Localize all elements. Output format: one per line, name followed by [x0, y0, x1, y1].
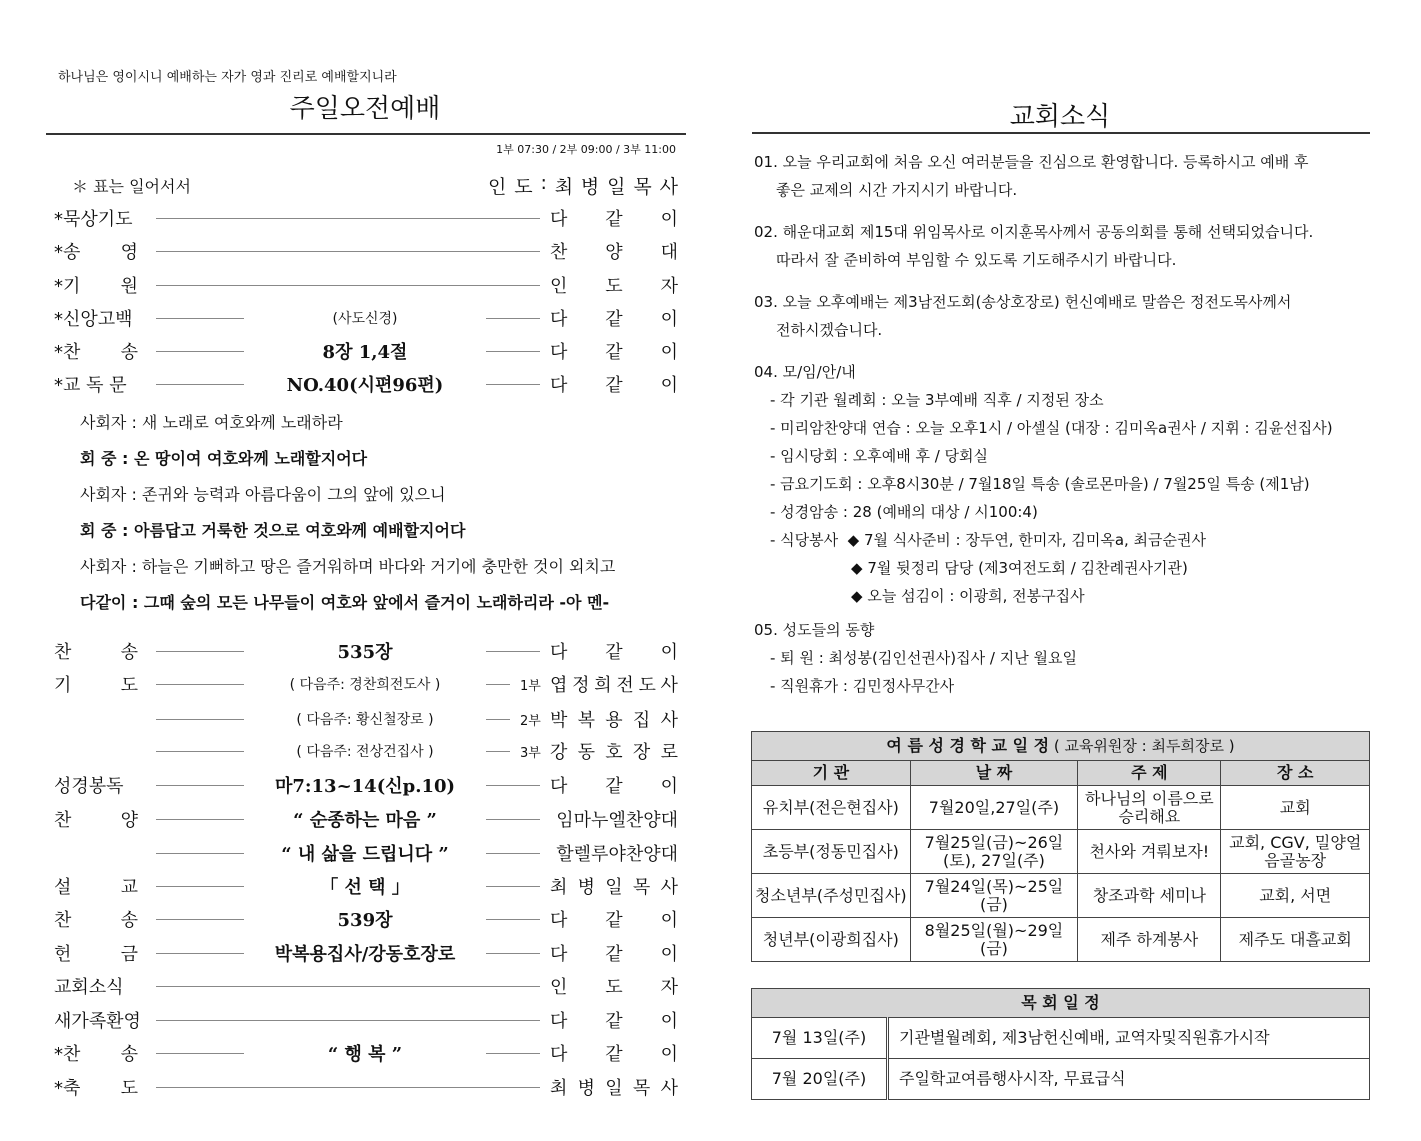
service-row-label: [54, 1007, 150, 1033]
person-char: 자: [660, 977, 678, 998]
service-row-label-char: 설: [54, 877, 72, 898]
person-char: 병: [577, 877, 596, 898]
news-list: [754, 148, 1369, 700]
person-char: 이: [660, 1044, 678, 1065]
person-char: 다: [550, 944, 568, 965]
responsive-line: 사회자 : 하늘은 기뻐하고 땅은 즐거워하며 바다와 거기에 충만한 것이 외치고: [80, 557, 616, 576]
leader-line: [486, 384, 540, 385]
person-char: 인: [550, 276, 568, 297]
leader-char: 일: [607, 176, 626, 198]
person-char: 최: [550, 877, 568, 898]
leader-line: [156, 218, 540, 219]
service-row-content: NO.40(시편96편): [286, 375, 444, 396]
person-char: 다: [550, 776, 568, 797]
person-char: 자: [660, 276, 678, 297]
person-char: 동: [577, 742, 596, 763]
service-row-label-char: 송: [120, 642, 138, 663]
service-row-person: [550, 772, 678, 798]
service-row-label: [54, 906, 138, 932]
leader-line: [156, 719, 244, 720]
person-char: 사: [660, 675, 678, 696]
person-char: 병: [577, 1078, 596, 1099]
title-divider: [46, 133, 686, 135]
summer-title-row: [752, 732, 1370, 761]
service-row-person: [550, 973, 678, 999]
service-row-content: 박복용집사/강동호장로: [274, 944, 456, 965]
service-row-content: ( 다음주: 전상건집사 ): [296, 744, 434, 760]
person-char: 같: [605, 776, 623, 797]
service-row-label-char: *묵상기도: [54, 209, 133, 230]
news-line: 01. 오늘 우리교회에 처음 오신 여러분들을 진심으로 환영합니다. 등록하시고 예배 후: [754, 153, 1309, 171]
person-char: 할렐루야찬양대: [556, 844, 678, 865]
person-char: 도: [605, 276, 623, 297]
person-char: 다: [550, 342, 568, 363]
summer-header-row: [752, 761, 1370, 786]
person-char: 목: [632, 1078, 651, 1099]
service-row-label-char: *기: [54, 276, 81, 297]
person-char: 이: [660, 1011, 678, 1032]
service-row-label-char: 교회소식: [54, 977, 124, 998]
summer-cell: 교회, CGV, 밀양얼음골농장: [1221, 830, 1370, 874]
service-row: [54, 338, 678, 364]
person-char: 같: [605, 309, 623, 330]
person-char: 같: [605, 342, 623, 363]
person-char: 대: [660, 242, 678, 263]
leader-line: [156, 986, 540, 987]
summer-row: [752, 918, 1370, 962]
service-row-content: 마7:13~14(신p.10): [274, 776, 456, 797]
person-char: 전: [616, 675, 634, 696]
service-row: [54, 973, 678, 999]
meeting-line: - 식당봉사 ◆ 7월 식사준비 : 장두연, 한미자, 김미옥a, 최금순권사: [770, 531, 1206, 549]
summer-cell: 창조과학 세미나: [1078, 874, 1221, 918]
person-char: 같: [605, 209, 623, 230]
leader-line: [156, 953, 244, 954]
meeting-line: - 각 기관 월례회 : 오늘 3부예배 직후 / 지정된 장소: [770, 391, 1104, 409]
person-char: 도: [638, 675, 656, 696]
person-char: 사: [660, 877, 678, 898]
summer-cell: 초등부(정동민집사): [752, 830, 911, 874]
service-row-content: ( 다음주: 경찬희전도사 ): [289, 677, 441, 693]
summer-cell: 7월24일(목)~25일(금): [910, 874, 1078, 918]
service-row-person: [550, 840, 678, 866]
service-row-label: [54, 338, 138, 364]
service-row-label-char: 양: [120, 810, 138, 831]
service-row: [54, 806, 678, 832]
service-row: [54, 638, 678, 664]
person-char: 일: [605, 877, 623, 898]
leader-line: [156, 351, 244, 352]
service-times: 1부 07:30 / 2부 09:00 / 3부 11:00: [496, 143, 676, 156]
service-row-label: [54, 238, 138, 264]
summer-header-cell: 주 제: [1078, 761, 1221, 786]
service-row: [54, 738, 678, 764]
summer-cell: 제주 하계봉사: [1078, 918, 1221, 962]
person-char: 같: [605, 642, 623, 663]
summer-row: [752, 830, 1370, 874]
service-row-content: “ 행 복 ”: [327, 1044, 403, 1065]
news-item: [754, 288, 1369, 344]
news-divider: [752, 132, 1370, 134]
news-line: 전하시겠습니다.: [776, 321, 883, 339]
summer-cell: 청년부(이광희집사): [752, 918, 911, 962]
responsive-line: 회 중 : 온 땅이여 여호와께 노래할지어다: [80, 449, 368, 468]
service-leader: [488, 172, 678, 199]
service-row: [54, 1007, 678, 1033]
service-row-person: [550, 371, 678, 397]
service-row-label: [54, 873, 138, 899]
pastor-title: 목 회 일 정: [752, 989, 1370, 1018]
service-row-person: [550, 671, 678, 697]
person-char: 장: [632, 742, 651, 763]
leader-line: [486, 886, 540, 887]
person-char: 이: [660, 309, 678, 330]
service-row-label-char: 금: [120, 944, 138, 965]
summer-cell: 제주도 대흘교회: [1221, 918, 1370, 962]
person-char: 호: [605, 742, 623, 763]
news-item: [754, 218, 1369, 274]
leader-line: [486, 1053, 540, 1054]
service-row-label: [54, 671, 138, 697]
service-row: [54, 272, 678, 298]
summer-title: [752, 732, 1370, 761]
service-row-label-char: 영: [120, 242, 138, 263]
leader-line: [156, 1087, 540, 1088]
news-item-members: [754, 616, 1369, 700]
service-row-person: [550, 738, 678, 764]
responsive-line: 사회자 : 존귀와 능력과 아름다움이 그의 앞에 있으니: [80, 485, 446, 504]
service-row-person: [550, 1040, 678, 1066]
service-row-label-char: 찬: [54, 810, 72, 831]
meeting-line: - 금요기도회 : 오후8시30분 / 7월18일 특송 (솔로몬마을) / 7월25일 특송 (제1남): [770, 475, 1310, 493]
leader-char: 도: [514, 176, 533, 198]
service-row: [54, 840, 678, 866]
person-char: 다: [550, 1011, 568, 1032]
leader-line: [156, 819, 244, 820]
summer-header-cell: 장 소: [1221, 761, 1370, 786]
leader-line: [486, 684, 510, 685]
person-char: 같: [605, 1044, 623, 1065]
service-row-label-char: *찬: [54, 1044, 81, 1065]
service-row-label: [54, 1040, 138, 1066]
news-title: 교회소식: [1009, 102, 1111, 132]
person-char: 같: [605, 1011, 623, 1032]
service-row-person: [550, 305, 678, 331]
leader-char: 인: [488, 176, 507, 198]
meeting-line: ◆ 오늘 섬김이 : 이광희, 전봉구집사: [770, 587, 1085, 605]
news-line: 좋은 교제의 시간 가지시기 바랍니다.: [776, 181, 1018, 199]
service-row-label: [54, 973, 150, 999]
person-char: 다: [550, 375, 568, 396]
leader-line: [156, 785, 244, 786]
news-line: 따라서 잘 준비하여 부임할 수 있도록 기도해주시기 바랍니다.: [776, 251, 1177, 269]
service-row-label-char: 찬: [54, 910, 72, 931]
service-row-content: (사도신경): [332, 311, 398, 327]
person-char: 같: [605, 944, 623, 965]
service-row-person: [550, 205, 678, 231]
leader-line: [486, 785, 540, 786]
service-row: [54, 1040, 678, 1066]
person-char: 이: [660, 642, 678, 663]
person-char: 이: [660, 209, 678, 230]
service-row-label: [54, 940, 138, 966]
person-char: 일: [605, 1078, 623, 1099]
service-row: [54, 1074, 678, 1100]
service-part: 1부: [520, 679, 541, 694]
service-row-label-char: 송: [120, 910, 138, 931]
leader-line: [486, 751, 510, 752]
leader-char: 사: [659, 176, 678, 198]
service-row-label-char: 헌: [54, 944, 72, 965]
summer-header-cell: 기 관: [752, 761, 911, 786]
person-char: 목: [632, 877, 651, 898]
person-char: 정: [572, 675, 590, 696]
person-char: 박: [550, 710, 568, 731]
person-char: 엽: [550, 675, 568, 696]
meeting-line: - 미리암찬양대 연습 : 오늘 오후1시 / 아셀실 (대장 : 김미옥a권사 / 지휘 : 김윤선집사): [770, 419, 1333, 437]
service-row-label-char: 성경봉독: [54, 776, 124, 797]
leader-char: :: [540, 172, 547, 194]
service-row-content: 535장: [337, 642, 393, 663]
member-line: - 퇴 원 : 최성봉(김인선권사)집사 / 지난 월요일: [770, 649, 1077, 667]
service-row-label: [54, 205, 150, 231]
news-item: [754, 148, 1369, 204]
summer-cell: 7월20일,27일(주): [910, 786, 1078, 830]
leader-line: [156, 919, 244, 920]
pastor-row: [752, 1059, 1370, 1100]
motto: 하나님은 영이시니 예배하는 자가 영과 진리로 예배할지니라: [58, 70, 397, 85]
person-char: 인: [550, 977, 568, 998]
summer-cell: 천사와 겨뤄보자!: [1078, 830, 1221, 874]
service-row: [54, 706, 678, 732]
person-char: 다: [550, 209, 568, 230]
summer-subtitle: ( 교육위원장 : 최두희장로 ): [1049, 737, 1235, 755]
leader-line: [156, 886, 244, 887]
service-row: [54, 371, 678, 397]
meeting-line: - 성경암송 : 28 (예배의 대상 / 시100:4): [770, 503, 1038, 521]
service-row-label-char: *축: [54, 1078, 81, 1099]
pastor-event: 기관별월례회, 제3남헌신예배, 교역자및직원휴가시작: [888, 1018, 1370, 1059]
news-line: 02. 해운대교회 제15대 위임목사로 이지훈목사께서 공동의회를 통해 선택되었습니다.: [754, 223, 1314, 241]
person-char: 이: [660, 776, 678, 797]
news-item-meetings: [754, 358, 1369, 610]
service-row-label-char: *찬: [54, 342, 81, 363]
service-row-person: [550, 1007, 678, 1033]
news-line: 03. 오늘 오후예배는 제3남전도회(송상호장로) 헌신예배로 말씀은 정전도목사께서: [754, 293, 1292, 311]
leader-line: [486, 318, 540, 319]
person-char: 강: [550, 742, 568, 763]
person-char: 같: [605, 910, 623, 931]
person-char: 같: [605, 375, 623, 396]
pastor-event: 주일학교여름행사시작, 무료급식: [888, 1059, 1370, 1100]
service-row-content: ( 다음주: 황신철장로 ): [296, 712, 434, 728]
pastor-row: [752, 1018, 1370, 1059]
leader-line: [156, 684, 244, 685]
service-row-label: [54, 772, 150, 798]
service-row-label-char: 도: [120, 1078, 138, 1099]
service-row-person: [550, 940, 678, 966]
person-char: 용: [605, 710, 623, 731]
pastor-date: 7월 13일(주): [752, 1018, 888, 1059]
service-row-label: [54, 371, 150, 397]
summer-cell: 7월25일(금)~26일(토), 27일(주): [910, 830, 1078, 874]
service-row-label-char: 새가족환영: [54, 1011, 141, 1032]
service-row-person: [550, 706, 678, 732]
person-char: 사: [660, 710, 678, 731]
responsive-line: 다같이 : 그때 숲의 모든 나무들이 여호와 앞에서 즐거이 노래하리라 -아 멘-: [80, 593, 610, 612]
leader-line: [486, 853, 540, 854]
person-char: 복: [577, 710, 596, 731]
summer-header-cell: 날 짜: [910, 761, 1078, 786]
person-char: 다: [550, 1044, 568, 1065]
summer-cell: 청소년부(주성민집사): [752, 874, 911, 918]
service-row-label: [54, 272, 138, 298]
service-row-person: [550, 272, 678, 298]
pastor-title-row: [752, 989, 1370, 1018]
person-char: 찬: [550, 242, 568, 263]
leader-line: [156, 251, 540, 252]
service-row: [54, 873, 678, 899]
person-char: 다: [550, 309, 568, 330]
news-item-title: 05. 성도들의 동향: [754, 621, 875, 639]
leader-line: [156, 1020, 540, 1021]
responsive-line: 회 중 : 아름답고 거룩한 것으로 여호와께 예배할지어다: [80, 521, 466, 540]
leader-line: [486, 819, 540, 820]
service-row-label-char: 송: [120, 342, 138, 363]
service-part: 2부: [520, 714, 541, 729]
leader-line: [156, 751, 244, 752]
person-char: 이: [660, 375, 678, 396]
person-char: 다: [550, 642, 568, 663]
service-row-person: [550, 238, 678, 264]
person-char: 집: [632, 710, 651, 731]
service-row-label-char: *신앙고백: [54, 309, 133, 330]
person-char: 이: [660, 342, 678, 363]
service-row-label-char: 송: [120, 1044, 138, 1065]
person-char: 최: [550, 1078, 568, 1099]
service-row-content: 8장 1,4절: [322, 342, 408, 363]
person-char: 다: [550, 910, 568, 931]
leader-char: 병: [580, 176, 600, 198]
leader-line: [156, 651, 244, 652]
person-char: 로: [660, 742, 678, 763]
leader-line: [156, 1053, 244, 1054]
person-char: 이: [660, 944, 678, 965]
service-row: [54, 940, 678, 966]
stand-note: ＊ 표는 일어서서: [72, 177, 191, 196]
person-char: 임마누엘찬양대: [556, 810, 678, 831]
service-row-label-char: 원: [120, 276, 138, 297]
member-line: - 직원휴가 : 김민정사무간사: [770, 677, 955, 695]
service-row-content: 「 선 택 」: [320, 877, 410, 898]
service-row: [54, 671, 678, 697]
service-row-label: [54, 305, 150, 331]
service-part: 3부: [520, 746, 541, 761]
meeting-line: ◆ 7월 뒷정리 담당 (제3여전도회 / 김찬례권사기관): [770, 559, 1188, 577]
service-row-label-char: 기: [54, 675, 72, 696]
leader-char: 목: [633, 176, 652, 198]
summer-bible-school-table: [751, 731, 1370, 962]
service-row-person: [550, 638, 678, 664]
summer-title-text: 여 름 성 경 학 교 일 정: [886, 736, 1050, 755]
summer-row: [752, 874, 1370, 918]
service-row-label: [54, 638, 138, 664]
service-row: [54, 238, 678, 264]
service-row-label: [54, 1074, 138, 1100]
summer-cell: 8월25일(월)~29일(금): [910, 918, 1078, 962]
leader-char: 최: [554, 176, 574, 198]
leader-line: [486, 919, 540, 920]
service-row: [54, 772, 678, 798]
summer-cell: 교회: [1221, 786, 1370, 830]
service-row-person: [550, 873, 678, 899]
leader-line: [486, 953, 540, 954]
meeting-line: - 임시당회 : 오후예배 후 / 당회실: [770, 447, 989, 465]
page-title: 주일오전예배: [289, 94, 441, 124]
service-row-person: [550, 338, 678, 364]
person-char: 양: [605, 242, 623, 263]
leader-line: [156, 384, 244, 385]
pastoral-schedule-table: [751, 988, 1370, 1100]
service-row-content: “ 순종하는 마음 ”: [293, 810, 437, 831]
service-row: [54, 205, 678, 231]
service-row-content: 539장: [337, 910, 393, 931]
news-item-title: 04. 모/임/안/내: [754, 363, 856, 381]
leader-line: [156, 853, 244, 854]
service-row-label-char: 교: [120, 877, 138, 898]
leader-line: [156, 318, 244, 319]
summer-row: [752, 786, 1370, 830]
leader-line: [156, 285, 540, 286]
summer-cell: 교회, 서면: [1221, 874, 1370, 918]
service-row-label-char: 찬: [54, 642, 72, 663]
service-row: [54, 305, 678, 331]
leader-line: [486, 651, 540, 652]
service-row-label-char: 도: [120, 675, 138, 696]
service-row-label-char: *송: [54, 242, 81, 263]
leader-line: [486, 351, 540, 352]
service-row-label: [54, 806, 138, 832]
leader-line: [486, 719, 510, 720]
service-row-person: [550, 806, 678, 832]
service-row: [54, 906, 678, 932]
service-row-person: [550, 906, 678, 932]
person-char: 도: [605, 977, 623, 998]
person-char: 사: [660, 1078, 678, 1099]
pastor-date: 7월 20일(주): [752, 1059, 888, 1100]
summer-cell: 유치부(전은현집사): [752, 786, 911, 830]
service-row-person: [550, 1074, 678, 1100]
summer-cell: 하나님의 이름으로 승리해요: [1078, 786, 1221, 830]
person-char: 희: [594, 675, 612, 696]
person-char: 이: [660, 910, 678, 931]
service-row-content: “ 내 삶을 드립니다 ”: [281, 844, 449, 865]
service-row-label-char: *교 독 문: [54, 375, 127, 396]
responsive-line: 사회자 : 새 노래로 여호와께 노래하라: [80, 413, 343, 432]
